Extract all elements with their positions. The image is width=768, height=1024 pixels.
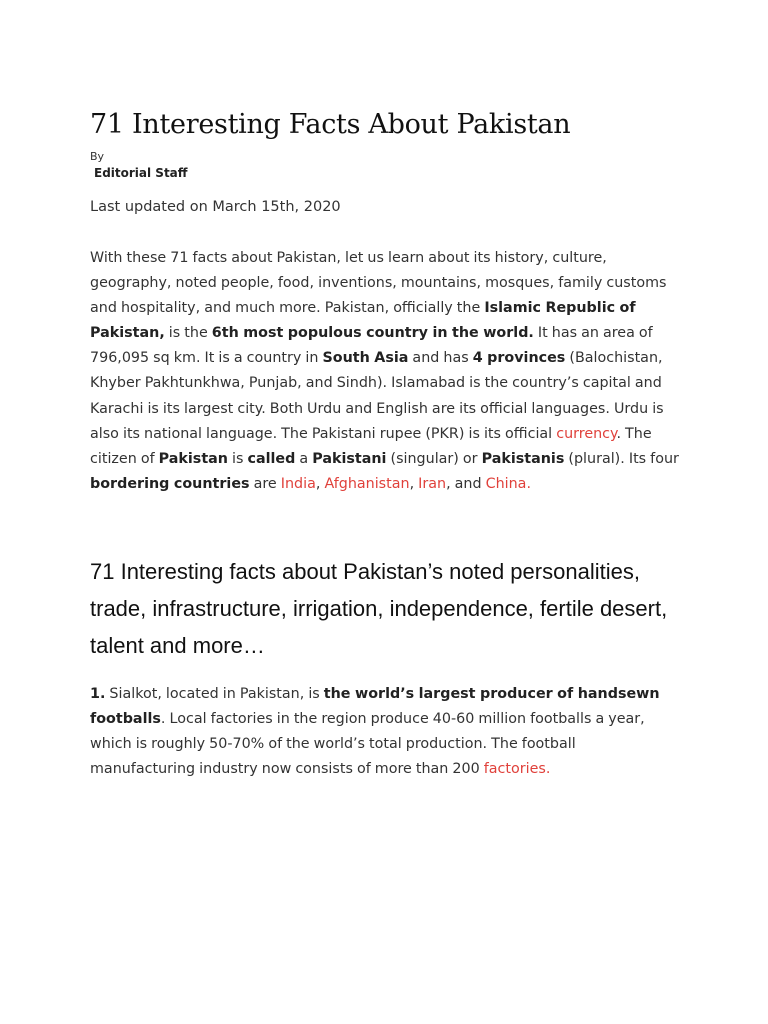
fact-1-paragraph [90,682,680,782]
intro-paragraph [90,246,680,497]
fact-number: 1. [90,686,106,702]
intro-bold-populous: 6th most populous country in the world. [211,325,534,342]
intro-bold-bordering: bordering countries [90,475,250,492]
intro-text: It has an area of 796,095 sq km. It is a country in [90,325,653,367]
intro-text: a [295,450,313,467]
intro-text: . [526,475,531,492]
intro-text: is the [164,325,212,342]
intro-text: , and [446,475,486,492]
intro-text: are [249,475,281,492]
article-title: 71 Interesting Facts About Pakistan [90,109,571,140]
fact-bold-footballs: the world’s largest producer of handsewn footballs [90,686,660,728]
last-updated: Last updated on March 15th, 2020 [90,199,341,215]
china-link[interactable]: China [485,475,527,492]
intro-bold-pakistan: Pakistan [158,450,228,467]
iran-link[interactable]: Iran [418,475,447,492]
fact-text: . [545,761,551,778]
intro-text: . The citizen of [90,425,652,467]
intro-bold-called: called [247,450,296,467]
intro-text: is [227,450,248,467]
fact-text: Sialkot, located in Pakistan, is [105,686,324,702]
intro-bold-pakistanis: Pakistanis [481,450,565,467]
fact-text: . Local factories in the region produce 40-60 million footballs a year, which is roughly 50-70% of the world’s total production. The football manufacturing industry now consists of more than 200 [90,711,645,778]
intro-bold-official-name: Islamic Republic of Pakistan, [90,300,636,342]
author-name[interactable]: Editorial Staff [94,166,188,180]
intro-separator: , [409,475,419,492]
factories-link[interactable]: factories [483,761,546,778]
intro-text: (plural). Its four [564,450,679,467]
byline-label: By [90,150,105,163]
intro-bold-provinces: 4 provinces [472,350,566,367]
intro-bold-pakistani: Pakistani [312,450,387,467]
intro-text: (singular) or [386,450,482,467]
india-link[interactable]: India [280,475,316,492]
currency-link[interactable]: currency [556,425,617,442]
section-heading: 71 Interesting facts about Pakistan’s noted personalities, trade, infrastructure, irrigation, independence, fertile desert, talent and more… [90,559,668,658]
afghanistan-link[interactable]: Afghanistan [324,475,410,492]
intro-bold-south-asia: South Asia [322,350,409,367]
intro-text: With these 71 facts about Pakistan, let us learn about its history, culture, geography, noted people, food, inventions, mountains, mosques, family customs and hospitality, and much more. Pakistan, officially the [90,250,667,317]
intro-separator: , [315,475,325,492]
intro-text: (Balochistan, Khyber Pakhtunkhwa, Punjab, and Sindh). Islamabad is the country’s capital and Karachi is its largest city. Both Urdu and English are its official languages. Urdu is also its national language. The Pakistani rupee (PKR) is its official [90,350,664,442]
intro-text: and has [408,350,473,367]
